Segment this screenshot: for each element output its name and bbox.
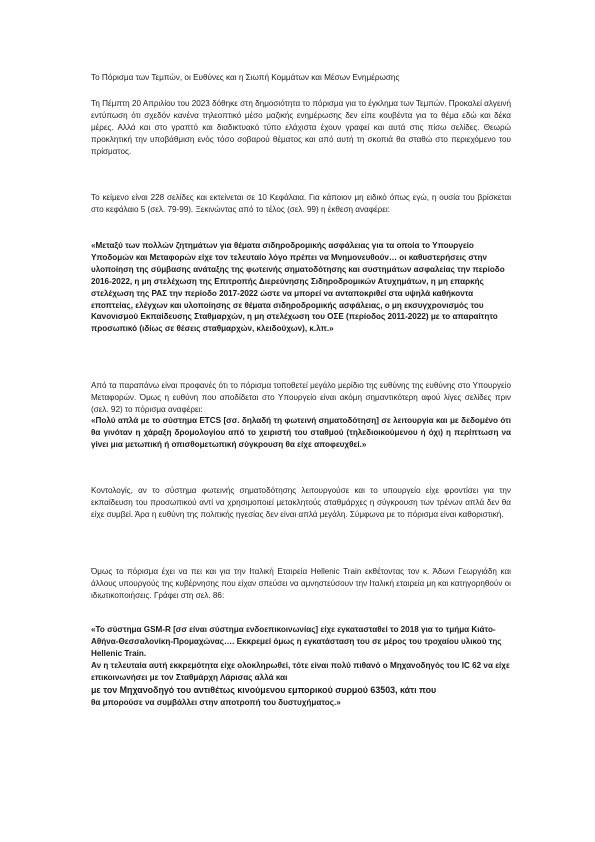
quote-etcs-system: «Πολύ απλά με το σύστημα ETCS [σσ. δηλαδή τη φωτεινή σηματοδότηση] σε λειτουργία και με δεδομένο ότι θα γινόταν η χάραξη δρομολογίου από το χειριστή του σταθμού (τηλεδιοικούμενου ή όχι) η περίπτωση να γίνει μια μετωπική ή οπισθομετωπική σύγκρουση θα είχε αποφευχθεί.» (91, 416, 511, 449)
paragraph-ministry-share: Από τα παραπάνω είναι προφανές ότι το πόρισμα τοποθετεί μεγάλο μερίδιο της ευθύνης της ευθύνης στο Υπουργείο Μεταφορών. Όμως η ευθύνη που αποδίδεται στο Υπουργείο είναι ακόμη σημαντικότερη αφού λίγες σελίδες πριν (σελ. 92) το πόρισμα αναφέρει: (91, 381, 511, 414)
quote-gsm-r-part-3: με τον Μηχανοδηγό του αντιθέτως κινούμενου εμπορικού συρμού 63503, κάτι που (91, 684, 437, 695)
document-title: Το Πόρισμα των Τεμπών, οι Ευθύνες και η Σιωπή Κομμάτων και Μέσων Ενημέρωσης (91, 73, 400, 82)
paragraph-report-overview: Το κείμενο είναι 228 σελίδες και εκτείνεται σε 10 Κεφάλαια. Για κάποιον μη ειδικό όπως εγώ, η ουσία του βρίσκεται στο κεφάλαιο 5 (σελ. 79-99). Ξεκινώντας από το τέλος (σελ. 99) η έκθεση αναφέρει: (91, 193, 511, 214)
quote-gsm-r-part-4: θα μπορούσε να συμβάλλει στην αποτροπή του δυστυχήματος.» (91, 697, 341, 707)
quote-gsm-r-part-1: «Το σύστημα GSM-R [σσ είναι σύστημα ενδοεπικοινωνίας] είχε εγκατασταθεί το 2018 για το τμήμα Κιάτο-Αθήνα-Θεσσαλονίκη-Προμαχώνας…. Εκκρεμεί όμως η εγκατάσταση του σε μέρος του τροχαίου υλικού της Hellenic Train. (91, 625, 502, 658)
quote-ministry-responsibilities: «Μεταξύ των πολλών ζητημάτων για θέματα σιδηροδρομικής ασφάλειας για τα οποία το Υπουργείο Υποδομών και Μεταφορών είχε τον τελευταίο λόγο πρέπει να Μνημονευθούν… οι καθυστερήσεις στην υλοποίηση της σύμβασης ανάταξης της φωτεινής σηματοδότησης και συστημάτων ασφαλείας την περίοδο 2016-2022, η μη στελέχωση της Επιτροπής Διερεύνησης Σιδηροδρομικών Ατυχημάτων, η μη επαρκής στελέχωση της ΡΑΣ την περίοδο 2017-2022 ώστε να μπορεί να ανταποκριθεί στα υψηλά καθήκοντα εποπτείας, ελέγχων και υλοποίησης σε θέματα σιδηροδρομικής ασφάλειας, ο μη εκσυγχρονισμός του Κανονισμού Εκπαίδευσης Σταθμαρχών, η μη στελέχωση του ΟΣΕ (περίοδος 2011-2022) με το απαραίτητο προσωπικό (ιδίως σε θέσεις σταθμαρχών, κλειδούχων), κ.λπ.» (91, 241, 505, 334)
quote-gsm-r-part-2: Αν η τελευταία αυτή εκκρεμότητα είχε ολοκληρωθεί, τότε είναι πολύ πιθανό ο Μηχανοδηγός του IC 62 να είχε επικοινωνήσει με τον Σταθμάρχη Λάρισας αλλά και (91, 660, 510, 682)
quote-gsm-r (91, 624, 511, 708)
paragraph-signalling-conclusion: Κοντολογίς, αν το σύστημα φωτεινής σηματοδότησης λειτουργούσε και το υπουργείο είχε φροντίσει για την εκπαίδευση του προσωπικού αντί να χρησιμοποιεί μετακλητούς σταθμάρχες η σύγκρουση των τρένων απλά δεν θα είχε συμβεί. Άρα η ευθύνη της πολιτικής ηγεσίας δεν είναι απλά μεγάλη. Σύμφωνα με το πόρισμα είναι καθοριστική. (91, 486, 511, 519)
paragraph-intro: Τη Πέμπτη 20 Απριλίου του 2023 δόθηκε στη δημοσιότητα το πόρισμα για το έγκλημα των Τεμπών. Προκαλεί αλγεινή εντύπωση ότι σχεδόν κανένα τηλεοπτικό μέσο μαζικής ενημέρωσης δεν είπε κουβέντα για το θέμα εδώ και δέκα μέρες. Αλλά και στο γραπτό και διαδικτυακό τύπο ελάχιστα έχουν γραφεί και αυτά στις πίσω σελίδες. Θεωρώ προκλητική την υποβάθμιση ενός τόσο σοβαρού θέματος και από αυτή τη σκοπιά θα σταθώ στο περιεχόμενο του πρίσματος. (91, 99, 511, 156)
paragraph-hellenic-train: Όμως το πόρισμα έχει να πει και για την Ιταλική Εταιρεία Hellenic Train εκθέτοντας τον κ. Άδωνι Γεωργιάδη και άλλους υπουργούς της κυβέρνησης που είχαν σπεύσει να αμνηστεύσουν την Ιταλική εταιρεία μη και κατηγορηθούν οι ιδιωτικοποιήσεις. Γράφει στη σελ. 86: (91, 567, 511, 600)
